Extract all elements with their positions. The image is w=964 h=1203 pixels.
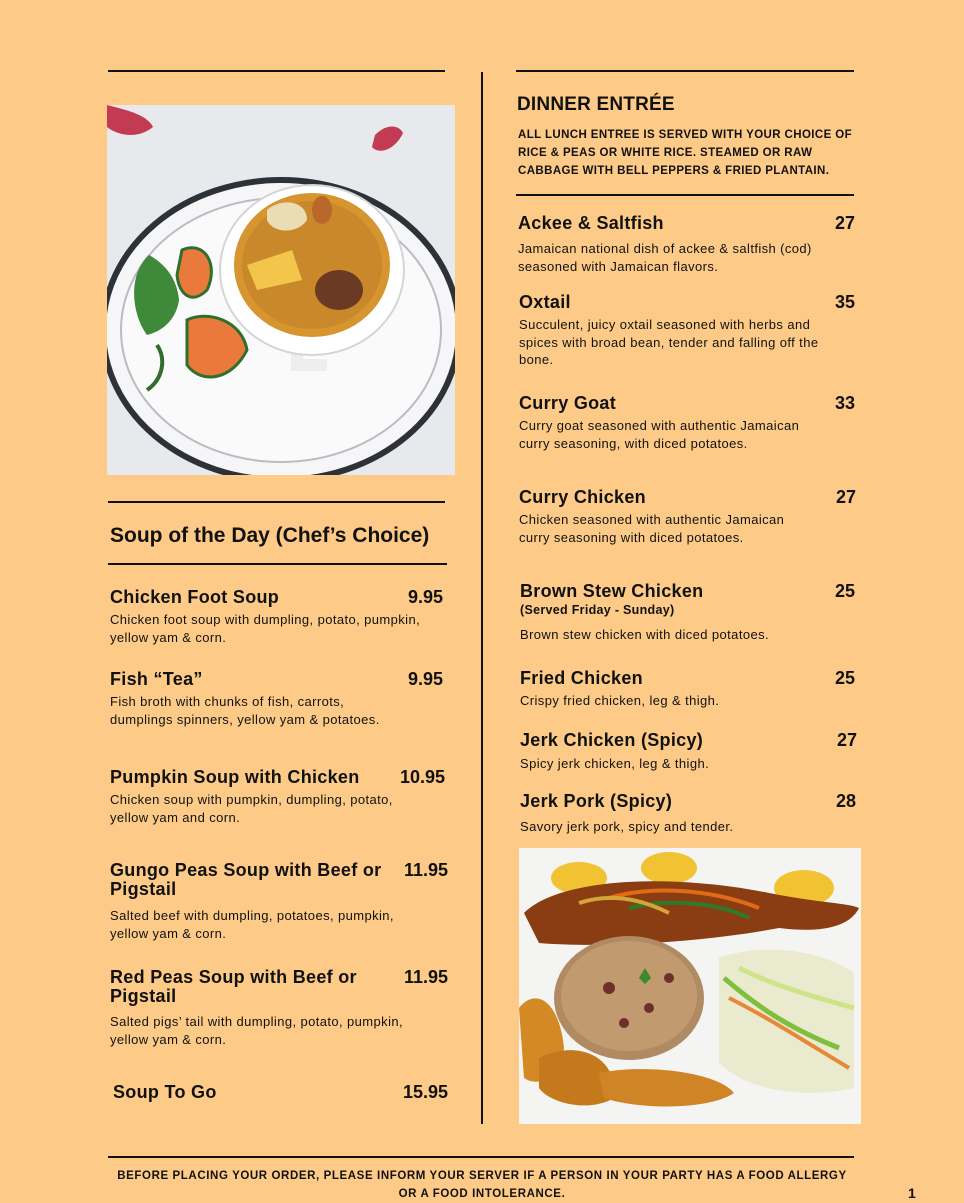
fish-plate-photo bbox=[519, 848, 861, 1124]
soup-to-go-price: 15.95 bbox=[403, 1082, 449, 1102]
left-title-rule bbox=[108, 563, 447, 565]
soup-photo bbox=[107, 105, 455, 475]
entree-item-name: Curry Goat bbox=[519, 393, 617, 413]
entree-item-price: 35 bbox=[835, 292, 856, 312]
entree-item-desc: Chicken seasoned with authentic Jamaican curry seasoning with diced potatoes. bbox=[519, 512, 785, 545]
right-intro-rule bbox=[516, 194, 854, 196]
soup-item-name: Fish “Tea” bbox=[110, 669, 203, 689]
entree-item-name: Curry Chicken bbox=[519, 487, 646, 507]
entree-item-note: (Served Friday - Sunday) bbox=[520, 603, 675, 617]
soup-item-desc: Fish broth with chunks of fish, carrots, dumplings spinners, yellow yam & potatoes. bbox=[110, 694, 380, 727]
entree-item-price: 25 bbox=[835, 668, 856, 688]
soup-item-name: Red Peas Soup with Beef or Pigstail bbox=[110, 967, 357, 1006]
soup-item-price: 11.95 bbox=[404, 967, 449, 987]
entree-item-name: Brown Stew Chicken bbox=[520, 581, 704, 601]
soup-item-price: 10.95 bbox=[400, 767, 446, 787]
entree-item-price: 27 bbox=[836, 487, 857, 507]
entree-item-desc: Savory jerk pork, spicy and tender. bbox=[520, 819, 734, 834]
soup-item-name: Pumpkin Soup with Chicken bbox=[110, 767, 360, 787]
left-mid-rule bbox=[108, 501, 445, 503]
soup-item-desc: Chicken soup with pumpkin, dumpling, potato, yellow yam and corn. bbox=[110, 792, 393, 825]
soup-section-title: Soup of the Day (Chef’s Choice) bbox=[110, 524, 430, 547]
soup-item-desc: Chicken foot soup with dumpling, potato, pumpkin, yellow yam & corn. bbox=[110, 612, 421, 645]
entree-item-price: 27 bbox=[837, 730, 858, 750]
dinner-intro: ALL LUNCH ENTREE IS SERVED WITH YOUR CHOICE OF RICE & PEAS OR WHITE RICE. STEAMED OR RAW CABBAGE WITH BELL PEPPERS & FRIED PLANTAIN. bbox=[518, 129, 853, 177]
soup-item-price: 9.95 bbox=[408, 587, 444, 607]
dinner-section-title: DINNER ENTRÉE bbox=[517, 94, 675, 115]
entree-item-name: Ackee & Saltfish bbox=[518, 213, 664, 233]
entree-item-desc: Brown stew chicken with diced potatoes. bbox=[520, 627, 769, 642]
footer-rule bbox=[108, 1156, 854, 1158]
top-rule-left bbox=[108, 70, 445, 72]
entree-item-desc: Succulent, juicy oxtail seasoned with herbs and spices with broad bean, tender and falling off the bone. bbox=[519, 317, 819, 367]
entree-item-name: Jerk Pork (Spicy) bbox=[520, 791, 673, 811]
top-rule-right bbox=[516, 70, 854, 72]
soup-item-name: Chicken Foot Soup bbox=[110, 587, 280, 607]
entree-item-desc: Curry goat seasoned with authentic Jamaican curry seasoning, with diced potatoes. bbox=[519, 418, 800, 451]
entree-item-desc: Spicy jerk chicken, leg & thigh. bbox=[520, 756, 710, 771]
soup-item-desc: Salted pigs’ tail with dumpling, potato, pumpkin, yellow yam & corn. bbox=[110, 1014, 403, 1047]
soup-item-price: 9.95 bbox=[408, 669, 444, 689]
soup-item-name: Gungo Peas Soup with Beef or Pigstail bbox=[110, 860, 382, 899]
entree-item-price: 25 bbox=[835, 581, 856, 601]
entree-item-desc: Crispy fried chicken, leg & thigh. bbox=[520, 693, 720, 708]
column-divider bbox=[481, 72, 483, 1124]
page-number: 1 bbox=[908, 1185, 916, 1201]
entree-item-name: Oxtail bbox=[519, 292, 571, 312]
entree-item-name: Fried Chicken bbox=[520, 668, 643, 688]
soup-item-desc: Salted beef with dumpling, potatoes, pumpkin, yellow yam & corn. bbox=[110, 908, 394, 941]
entree-item-price: 27 bbox=[835, 213, 856, 233]
entree-item-price: 33 bbox=[835, 393, 856, 413]
allergy-notice: BEFORE PLACING YOUR ORDER, PLEASE INFORM YOUR SERVER IF A PERSON IN YOUR PARTY HAS A FOOD ALLERGY OR A FOOD INTOLERANCE. bbox=[117, 1170, 847, 1200]
soup-item-price: 11.95 bbox=[404, 860, 449, 880]
entree-item-price: 28 bbox=[836, 791, 857, 811]
entree-item-name: Jerk Chicken (Spicy) bbox=[520, 730, 704, 750]
entree-item-desc: Jamaican national dish of ackee & saltfish (cod) seasoned with Jamaican flavors. bbox=[518, 241, 812, 274]
soup-to-go-name: Soup To Go bbox=[113, 1082, 217, 1102]
